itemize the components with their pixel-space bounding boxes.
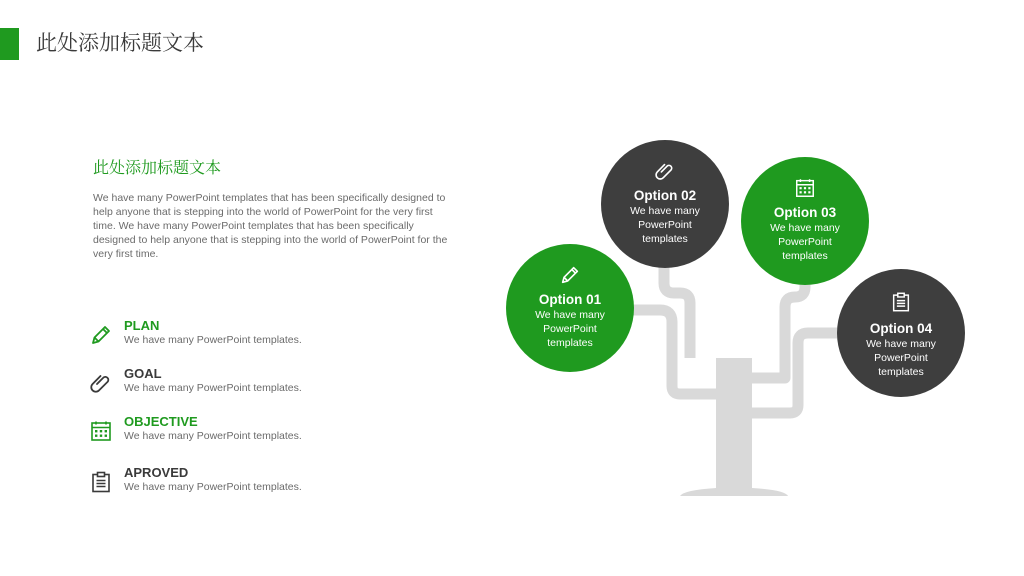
calendar-icon [794, 177, 816, 199]
page-title: 此处添加标题文本 [36, 32, 204, 55]
option-title: Option 01 [538, 292, 602, 307]
list-item-desc: We have many PowerPoint templates. [124, 481, 302, 493]
option-text: We have many PowerPoint templates [770, 222, 840, 262]
option-text: We have many PowerPoint templates [866, 338, 936, 378]
option-02-circle [601, 140, 729, 268]
section-body-text: We have many PowerPoint templates that has been specifically designed to help anyone that is stepping into the world of PowerPoint for the very first time. We have many PowerPoint templates that has been specifically designed to help anyone that is stepping into the world of PowerPoint for the very first time. [93, 192, 448, 260]
option-04-circle [837, 269, 965, 397]
option-text: We have many PowerPoint templates [535, 309, 605, 349]
option-title: Option 03 [773, 205, 837, 220]
list-item-label: PLAN [124, 318, 160, 333]
pencil-icon [559, 264, 581, 286]
list-item-desc: We have many PowerPoint templates. [124, 430, 302, 442]
list-item-label: GOAL [124, 366, 162, 381]
option-01-circle [506, 244, 634, 372]
option-text: We have many PowerPoint templates [630, 205, 700, 245]
clipboard-icon [890, 291, 912, 313]
option-title: Option 02 [633, 188, 697, 203]
option-title: Option 04 [869, 321, 933, 336]
paperclip-icon [654, 160, 676, 182]
list-item-label: APROVED [124, 465, 189, 480]
list-item-label: OBJECTIVE [124, 414, 198, 429]
option-03-circle [741, 157, 869, 285]
branch-option-01 [620, 310, 716, 394]
list-item-desc: We have many PowerPoint templates. [124, 334, 302, 346]
list-item-desc: We have many PowerPoint templates. [124, 382, 302, 394]
section-title: 此处添加标题文本 [93, 160, 222, 177]
